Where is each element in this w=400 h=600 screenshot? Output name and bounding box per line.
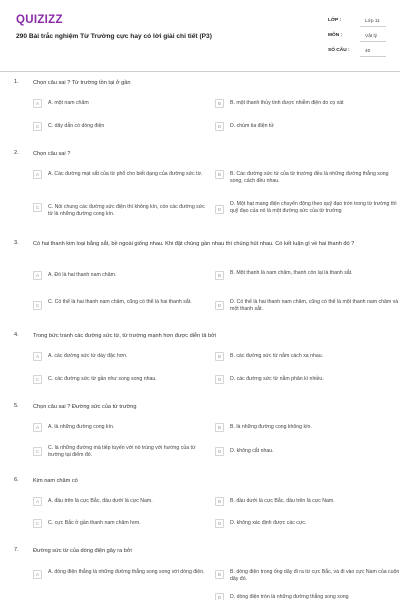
- question-text: Có hai thanh kim loại bằng sắt, bề ngoài giống nhau. Khi đặt chúng gần nhau thì chúng hút nhau. Có kết luận gì về hai thanh đó ?: [33, 241, 355, 247]
- option-letter-box: A: [33, 423, 42, 432]
- question-text: Trong bức tranh các đường sức từ, từ trường mạnh hơn được diễn tả bởi: [33, 333, 217, 339]
- question-text: Chọn câu sai ? Đường sức của từ trường: [33, 404, 137, 410]
- meta-label-class: LỚP :: [328, 18, 342, 23]
- option-text: C. dây dẫn có dòng điện: [48, 123, 105, 129]
- option-letter-box: A: [33, 99, 42, 108]
- option-text: A. Các đường mạt sắt của từ phổ cho biết dạng của đường sức từ.: [48, 171, 203, 177]
- page-header: [0, 0, 400, 72]
- question-number: 6.: [14, 477, 19, 483]
- option-text: C. là những đường mà tiếp tuyến với nó trùng với hướng của từ trường tại điểm đó.: [48, 445, 196, 458]
- question-number: 7.: [14, 547, 19, 553]
- option-text: B. một thanh thủy tinh được nhiễm điện do cọ xát: [230, 100, 344, 106]
- option-letter-box: A: [33, 170, 42, 179]
- option-text: A. đầu trên là cực Bắc, đầu dưới là cực Nam.: [48, 498, 153, 504]
- option-text: C. Có thể là hai thanh nam châm, cũng có thể là hai thanh sắt.: [48, 299, 192, 305]
- question-text: Kim nam châm có: [33, 478, 78, 484]
- option-text: D. không cắt nhau.: [230, 448, 274, 454]
- option-letter-box: D: [215, 205, 224, 214]
- option-text: B. dòng điện trong ống dây đi ra từ cực Bắc, và đi vào cực Nam của cuộn dây đó.: [230, 569, 400, 582]
- option-letter-box: C: [33, 447, 42, 456]
- option-text: D. không xác định được các cực.: [230, 520, 307, 526]
- option-letter-box: B: [215, 271, 224, 280]
- option-letter-box: D: [215, 301, 224, 310]
- option-letter-box: B: [215, 170, 224, 179]
- question-number: 1.: [14, 79, 19, 85]
- question-text: Đường sức từ của dòng điện gây ra bởi: [33, 548, 132, 554]
- option-letter-box: B: [215, 99, 224, 108]
- option-text: C. cực Bắc ở gần thanh nam châm hơn.: [48, 520, 141, 526]
- option-letter-box: C: [33, 203, 42, 212]
- option-text: D. Có thể là hai thanh nam châm, cũng có thể là một thanh nam châm và một thanh sắt.: [230, 299, 399, 312]
- option-letter-box: B: [215, 497, 224, 506]
- option-letter-box: C: [33, 122, 42, 131]
- option-letter-box: A: [33, 271, 42, 280]
- option-letter-box: A: [33, 570, 42, 579]
- meta-row-class: [328, 16, 390, 29]
- option-text: C. các đường sức từ gần như song song nhau.: [48, 376, 157, 382]
- option-text: D. các đường sức từ nằm phân kì nhiều.: [230, 376, 324, 382]
- option-text: A. dòng điện thẳng là những đường thẳng song song với dòng điện.: [48, 569, 205, 575]
- meta-value-subject: Vật lý: [360, 31, 386, 42]
- option-text: C. Nói chung các đường sức điện thì không kín, còn các đường sức từ là những đường cong kín.: [48, 204, 205, 217]
- meta-value-class: Lớp 11: [360, 16, 386, 27]
- option-letter-box: B: [215, 423, 224, 432]
- option-letter-box: B: [215, 352, 224, 361]
- question-number: 2.: [14, 150, 19, 156]
- option-letter-box: A: [33, 352, 42, 361]
- option-letter-box: D: [215, 519, 224, 528]
- question-number: 5.: [14, 403, 19, 409]
- question-text: Chọn câu sai ?: [33, 151, 71, 157]
- document-title: 290 Bài trắc nghiệm Từ Trường cực hay có lời giải chi tiết (P3): [16, 33, 212, 40]
- question-text: Chọn câu sai ? Từ trường tồn tại ở gần: [33, 80, 131, 86]
- option-text: B. là những đường cong không kín.: [230, 424, 312, 430]
- option-letter-box: B: [215, 570, 224, 579]
- option-letter-box: D: [215, 122, 224, 131]
- meta-row-subject: [328, 31, 390, 44]
- option-letter-box: C: [33, 375, 42, 384]
- option-text: B. đầu dưới là cực Bắc, đầu trên là cực Nam.: [230, 498, 335, 504]
- option-letter-box: C: [33, 519, 42, 528]
- quizizz-logo: QUIZIZZ: [16, 14, 63, 26]
- meta-row-question-count: [328, 46, 390, 59]
- option-text: D. Một hạt mang điện chuyển động theo quỹ đạo tròn trong từ trường thì quỹ đạo của nó là một đường sức của từ trường: [230, 201, 397, 214]
- option-text: A. Đó là hai thanh nam châm.: [48, 272, 117, 278]
- option-text: A. là những đường cong kín.: [48, 424, 115, 430]
- option-text: D. dòng điện tròn là những đường thẳng song song: [230, 594, 349, 600]
- option-letter-box: D: [215, 593, 224, 600]
- option-letter-box: A: [33, 497, 42, 506]
- meta-label-subject: MÔN :: [328, 33, 343, 38]
- option-letter-box: D: [215, 447, 224, 456]
- option-text: A. các đường sức từ dày đặc hơn.: [48, 353, 128, 359]
- option-letter-box: D: [215, 375, 224, 384]
- meta-label-question-count: SỐ CÂU :: [328, 48, 350, 53]
- option-text: B. các đường sức từ nằm cách xa nhau.: [230, 353, 324, 359]
- meta-value-question-count: 40: [360, 46, 386, 57]
- option-text: A. một nam châm: [48, 100, 89, 106]
- question-number: 3.: [14, 240, 19, 246]
- option-letter-box: C: [33, 301, 42, 310]
- option-text: B. Các đường sức từ của từ trường đều là những đường thẳng song song, cách đều nhau.: [230, 171, 389, 184]
- option-text: B. Một thanh là nam châm, thanh còn lại là thanh sắt.: [230, 270, 353, 276]
- option-text: D. chùm tia điện tử: [230, 123, 274, 129]
- question-number: 4.: [14, 332, 19, 338]
